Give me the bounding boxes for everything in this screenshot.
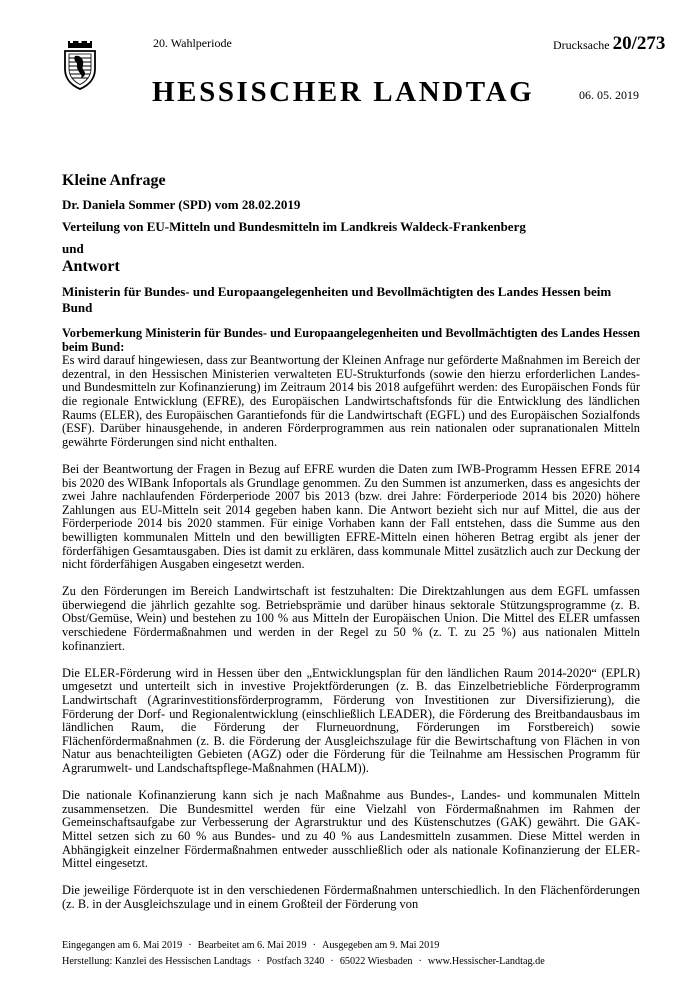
footer-bearbeitet: Bearbeitet am 6. Mai 2019	[197, 940, 307, 951]
document-body	[62, 327, 640, 925]
heading-block	[62, 172, 642, 322]
footer-ort: 65022 Wiesbaden	[339, 955, 413, 967]
footer-eingegangen: Eingegangen am 6. Mai 2019	[62, 940, 183, 951]
responder-line: Ministerin für Bundes- und Europaangelegenheiten und Bevollmächtigten des Landes Hessen beim Bund	[62, 284, 612, 315]
drucksache	[553, 33, 665, 55]
document-date: 06. 05. 2019	[579, 88, 639, 102]
antwort-heading: Antwort	[62, 258, 120, 275]
footer-line-dates	[62, 938, 662, 954]
document-kind: Kleine Anfrage	[62, 172, 166, 189]
footer-separator: ·	[256, 955, 261, 967]
body-paragraph: Die jeweilige Förderquote ist in den verschiedenen Fördermaßnahmen unterschiedlich. In den Flächenförderungen (z. B. in der Ausgleichszulage und in einem Großteil der Förderung von	[62, 883, 640, 911]
wahlperiode: 20. Wahlperiode	[153, 36, 232, 50]
footer-separator: ·	[418, 955, 422, 967]
author-line: Dr. Daniela Sommer (SPD) vom 28.02.2019	[62, 197, 301, 212]
body-paragraph: Die ELER-Förderung wird in Hessen über den „Entwicklungsplan für den ländlichen Raum 2014-2020“ (EPLR) umgesetzt und unterteilt sich in investive Projektförderungen (z. B. das Einzelbetriebliche Förderprogramm Landwirtschaft (Agrarinvestitionsförderprogramm, Förderung von Investitionen zur Diversifizierung), die Förderung der Dorf- und Regionalentwicklung (einschließlich LEADER), die Förderung des Breitbandausbaus im ländlichen Raum, die Förderung der Flurneuordnung, Förderungen im Forstbereich) sowie Flächenfördermaßnahmen (z. B. die Förderung der Ausgleichszulage für die Bewirtschaftung von Flächen in von Natur aus benachteiligten Gebieten (AGZ) oder die Förderung für die Teilnahme am Hessischen Programm für Agrarumwelt- und Landschaftspflege-Maßnahmen (HALM)).	[62, 665, 640, 775]
drucksache-number: 20/273	[612, 33, 666, 54]
body-paragraph: Die nationale Kofinanzierung kann sich je nach Maßnahme aus Bundes-, Landes- und kommunalen Mitteln zusammensetzen. Die Bundesmittel werden für eine Vielzahl von Fördermaßnahmen im Rahmen der Gemeinschaftsaufgabe zur Verbesserung der Agrarstruktur und des Küstenschutzes (GAK) gewährt. Die GAK-Mittel setzen sich zu 60 % aus Bundes- und zu 40 % aus Landesmitteln zusammen. Diese Mittel werden in Abhängigkeit einzelner Fördermaßnahmen entweder ausschließlich oder als nationale Kofinanzierung der ELER-Mittel eingesetzt.	[62, 788, 640, 871]
footer-separator: ·	[312, 940, 316, 951]
drucksache-label: Drucksache	[553, 38, 610, 52]
footer-separator: ·	[188, 940, 192, 951]
landtag-title: HESSISCHER LANDTAG	[152, 76, 535, 108]
footer-separator: ·	[330, 955, 334, 967]
hesse-coat-of-arms-icon	[62, 40, 98, 90]
vorbemerkung-title: Vorbemerkung Ministerin für Bundes- und Europaangelegenheiten und Bevollmächtigten des Landes Hessen beim Bund:	[62, 326, 640, 354]
body-paragraph: Es wird darauf hingewiesen, dass zur Beantwortung der Kleinen Anfrage nur geförderte Maßnahmen im Bereich der dezentral, in den Hessischen Ministerien verwalteten EU-Strukturfonds (sowie den hierzu erforderlichen Landes- und Bundesmitteln zur Kofinanzierung) im Zeitraum 2014 bis 2018 aufgeführt werden: des Europäischen Fonds für die regionale Entwicklung (EFRE), des Europäischen Landwirtschaftsfonds für die Entwicklung des ländlichen Raums (ELER), des Europäischen Garantiefonds für die Landwirtschaft (EGFL) und des Europäischen Sozialfonds (ESF). Darüber hinausgehende, in anderen Förderprogrammen aus rein nationalen oder supranationalen Mitteln gewährte Förderungen sind nicht enthalten.	[62, 353, 640, 449]
footer-ausgegeben: Ausgegeben am 9. Mai 2019	[321, 940, 440, 951]
footer-line-publisher	[62, 954, 662, 970]
subject-line: Verteilung von EU-Mitteln und Bundesmitteln im Landkreis Waldeck-Frankenberg	[62, 219, 526, 234]
footer-web-link[interactable]: www.Hessischer-Landtag.de	[427, 955, 545, 967]
body-paragraph: Bei der Beantwortung der Fragen in Bezug auf EFRE wurden die Daten zum IWB-Programm Hessen EFRE 2014 bis 2020 des WIBank Infoportals als Grundlage genommen. Zu den Summen ist anzumerken, dass es angesichts der zwei Jahre nachlaufenden Förderperiode 2007 bis 2013 (bzw. drei Jahre: Förderperiode 2014 bis 2020) höhere Zahlungen aus EU-Mitteln seit 2014 gegeben haben kann. Die Antwort bezieht sich nur auf Mittel, die aus der Förderperiode 2014 bis 2020 stammen. Für einige Vorhaben kann der Fall entstehen, dass die Summe aus den bewilligten kommunalen Mitteln und den bewilligten EFRE-Mitteln einen höheren Betrag ergibt als jener der förderfähigen Gesamtausgaben. Dies ist damit zu erklären, dass kommunale Mittel zusätzlich auch zur Deckung der nicht förderfähigen Ausgaben eingesetzt werden.	[62, 461, 640, 572]
footer	[62, 938, 662, 969]
footer-herstellung: Herstellung: Kanzlei des Hessischen Landtags	[62, 955, 251, 967]
body-paragraph: Zu den Förderungen im Bereich Landwirtschaft ist festzuhalten: Die Direktzahlungen aus dem EGFL umfassen überwiegend die jährlich gezahlte sog. Betriebsprämie und darüber hinaus sektorale Stützungsprogramme (z. B. Obst/Gemüse, Wein) und bestehen zu 100 % aus Mitteln der Europäischen Union. Die Mittel des ELER umfassen verschiedene Fördermaßnahmen und werden in der Regel zu 50 % (z. T. zu 25 %) aus nationalen Mitteln kofinanziert.	[62, 584, 640, 653]
und-label: und	[62, 241, 84, 256]
footer-postfach: Postfach 3240	[266, 955, 325, 967]
